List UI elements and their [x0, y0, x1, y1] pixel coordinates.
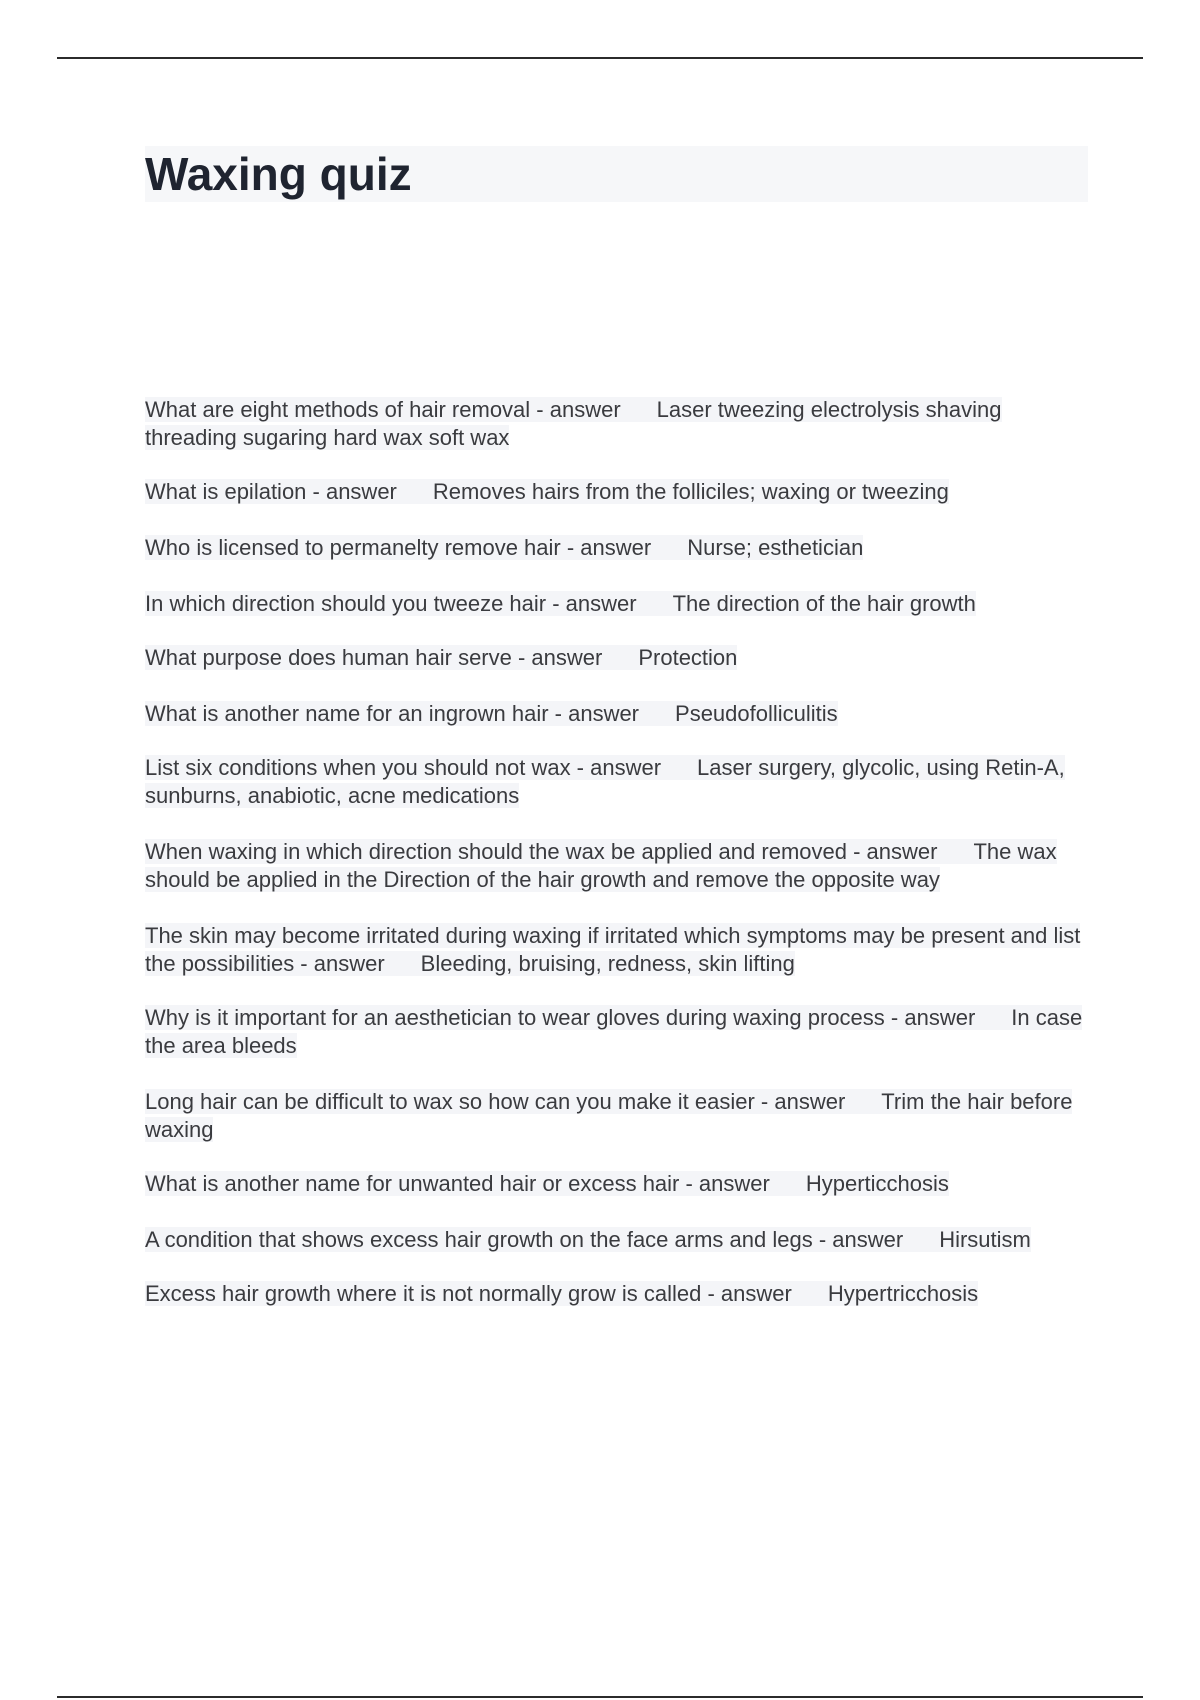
answer-text: Pseudofolliculitis — [675, 701, 838, 726]
qa-item — [145, 478, 1090, 506]
question-text: When waxing in which direction should the wax be applied and removed - answer — [145, 839, 938, 864]
question-text: A condition that shows excess hair growth on the face arms and legs - answer — [145, 1227, 904, 1252]
qa-item — [145, 590, 1090, 618]
qa-item — [145, 644, 1090, 672]
qa-item — [145, 1170, 1090, 1198]
bottom-divider — [57, 1696, 1143, 1698]
answer-text: Removes hairs from the folliciles; waxing or tweezing — [432, 479, 949, 504]
question-text: List six conditions when you should not wax - answer — [145, 755, 662, 780]
answer-text: In case the area bleeds — [145, 1005, 1083, 1058]
answer-text: Hirsutism — [939, 1227, 1031, 1252]
answer-text: Nurse; esthetician — [687, 535, 864, 560]
question-text: Excess hair growth where it is not normally grow is called - answer — [145, 1281, 792, 1306]
answer-text: Bleeding, bruising, redness, skin lifting — [420, 951, 795, 976]
question-text: What are eight methods of hair removal - answer — [145, 397, 621, 422]
page-title: Waxing quiz — [145, 148, 412, 200]
question-text: In which direction should you tweeze hair - answer — [145, 591, 637, 616]
qa-item — [145, 700, 1090, 728]
answer-text: The direction of the hair growth — [672, 591, 976, 616]
question-text: What is another name for an ingrown hair - answer — [145, 701, 640, 726]
question-text: Long hair can be difficult to wax so how can you make it easier - answer — [145, 1089, 846, 1114]
answer-text: Hyperticchosis — [805, 1171, 949, 1196]
answer-text: Hypertricchosis — [827, 1281, 979, 1306]
question-text: Who is licensed to permanelty remove hair - answer — [145, 535, 652, 560]
qa-item — [145, 922, 1090, 978]
qa-item — [145, 396, 1090, 452]
qa-list — [145, 396, 1090, 1308]
top-divider — [57, 57, 1143, 59]
answer-text: Trim the hair before waxing — [145, 1089, 1073, 1142]
answer-text: Laser surgery, glycolic, using Retin-A, sunburns, anabiotic, acne medications — [145, 755, 1065, 808]
question-text: Why is it important for an aesthetician to wear gloves during waxing process - answer — [145, 1005, 976, 1030]
qa-item — [145, 1280, 1090, 1308]
qa-item — [145, 1226, 1090, 1254]
qa-item — [145, 534, 1090, 562]
question-text: What is another name for unwanted hair or excess hair - answer — [145, 1171, 770, 1196]
answer-text: Protection — [638, 645, 738, 670]
qa-item — [145, 838, 1090, 894]
answer-text: Laser tweezing electrolysis shaving threading sugaring hard wax soft wax — [145, 397, 1002, 450]
qa-item — [145, 1004, 1090, 1060]
qa-item — [145, 754, 1090, 810]
title-block — [145, 146, 1088, 202]
qa-item — [145, 1088, 1090, 1144]
answer-text: The wax should be applied in the Direction of the hair growth and remove the opposite way — [145, 839, 1057, 892]
question-text: What purpose does human hair serve - answer — [145, 645, 603, 670]
question-text: The skin may become irritated during waxing if irritated which symptoms may be present and list the possibilities - answer — [145, 923, 1081, 976]
question-text: What is epilation - answer — [145, 479, 397, 504]
